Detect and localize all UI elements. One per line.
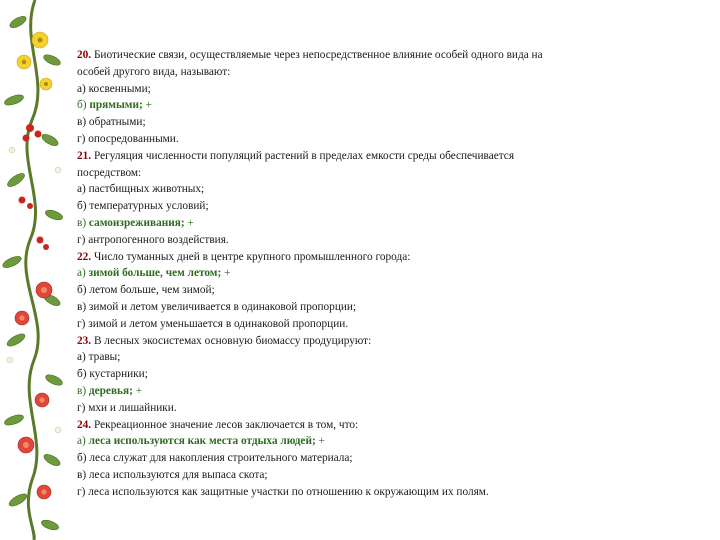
question-stem-line — [77, 417, 707, 434]
option-letter: а) — [77, 183, 89, 196]
option-text: леса используются для выпаса скота; — [88, 468, 268, 481]
answer-option — [77, 81, 707, 98]
question-stem-text: Число туманных дней в центре крупного промышленного города: — [91, 250, 411, 263]
answer-option-correct — [77, 433, 707, 450]
option-letter: б) — [77, 284, 90, 297]
option-text: мхи и лишайники. — [88, 401, 177, 414]
option-letter: г) — [77, 233, 89, 246]
answer-option — [77, 282, 707, 299]
option-letter: в) — [77, 384, 89, 397]
option-text: леса служат для накопления строительного материала; — [89, 452, 353, 465]
question-number: 24. — [77, 418, 92, 431]
quiz-text — [77, 47, 707, 501]
answer-option — [77, 450, 707, 467]
option-letter: б) — [77, 99, 90, 112]
option-text: зимой больше, чем летом; — [88, 267, 222, 280]
question-number: 21. — [77, 149, 92, 162]
question-stem-line — [77, 333, 707, 350]
option-text: зимой и летом увеличивается в одинаковой пропорции; — [88, 300, 357, 313]
question-stem-text: Рекреационное значение лесов заключается в том, что: — [91, 418, 359, 431]
correct-mark: + — [315, 435, 325, 448]
correct-mark: + — [184, 216, 194, 229]
floral-border-icon — [0, 0, 70, 540]
correct-mark: + — [142, 99, 152, 112]
answer-option — [77, 232, 707, 249]
option-letter: г) — [77, 485, 89, 498]
option-letter: а) — [77, 267, 89, 280]
option-letter: г) — [77, 132, 89, 145]
question-stem-line — [77, 249, 707, 266]
answer-option-correct — [77, 215, 707, 232]
answer-option — [77, 467, 707, 484]
correct-mark: + — [221, 267, 231, 280]
option-text: опосредованными. — [88, 132, 179, 145]
question-stem-text: Регуляция численности популяций растений в пределах емкости среды обеспечивается — [91, 149, 515, 162]
answer-option — [77, 484, 707, 501]
option-letter: в) — [77, 300, 89, 313]
answer-option — [77, 299, 707, 316]
option-text: зимой и летом уменьшается в одинаковой пропорции. — [88, 317, 349, 330]
option-text: температурных условий; — [89, 200, 209, 213]
answer-option — [77, 400, 707, 417]
question-stem-text: посредством: — [77, 166, 142, 179]
answer-option — [77, 198, 707, 215]
option-text: леса используются как защитные участки по отношению к окружающим их полям. — [88, 485, 489, 498]
option-text: обратными; — [88, 116, 146, 129]
option-letter: г) — [77, 401, 89, 414]
question-stem-text: Биотические связи, осуществляемые через непосредственное влияние особей одного вида на — [91, 49, 543, 61]
question-stem-text: особей другого вида, называют: — [77, 65, 231, 78]
option-letter: б) — [77, 200, 90, 213]
question-number: 22. — [77, 250, 92, 263]
question-number: 23. — [77, 334, 92, 347]
option-text: травы; — [88, 351, 121, 364]
answer-option — [77, 349, 707, 366]
option-letter: а) — [77, 82, 89, 95]
question-stem-line — [77, 47, 707, 64]
question-stem-line — [77, 64, 707, 81]
question-stem-text: В лесных экосистемах основную биомассу продуцируют: — [91, 334, 372, 347]
answer-option — [77, 181, 707, 198]
option-letter: а) — [77, 435, 89, 448]
answer-option — [77, 366, 707, 383]
answer-option — [77, 316, 707, 333]
answer-option-correct — [77, 383, 707, 400]
option-text: прямыми; — [89, 99, 143, 112]
question-number: 20. — [77, 49, 92, 61]
answer-option — [77, 131, 707, 148]
answer-option — [77, 114, 707, 131]
question-stem-line — [77, 165, 707, 182]
option-letter: г) — [77, 317, 89, 330]
option-text: кустарники; — [89, 368, 148, 381]
option-text: деревья; — [88, 384, 133, 397]
option-text: леса используются как места отдыха людей; — [88, 435, 316, 448]
option-letter: в) — [77, 468, 89, 481]
option-text: пастбищных животных; — [88, 183, 205, 196]
option-letter: в) — [77, 216, 89, 229]
option-letter: б) — [77, 452, 90, 465]
correct-mark: + — [132, 384, 143, 397]
question-stem-line — [77, 148, 707, 165]
option-text: летом больше, чем зимой; — [89, 284, 215, 297]
option-letter: в) — [77, 116, 89, 129]
option-text: антропогенного воздействия. — [88, 233, 229, 246]
option-letter: а) — [77, 351, 89, 364]
option-letter: б) — [77, 368, 90, 381]
option-text: самоизреживания; — [88, 216, 185, 229]
answer-option-correct — [77, 265, 707, 282]
option-text: косвенными; — [88, 82, 151, 95]
answer-option-correct — [77, 97, 707, 114]
